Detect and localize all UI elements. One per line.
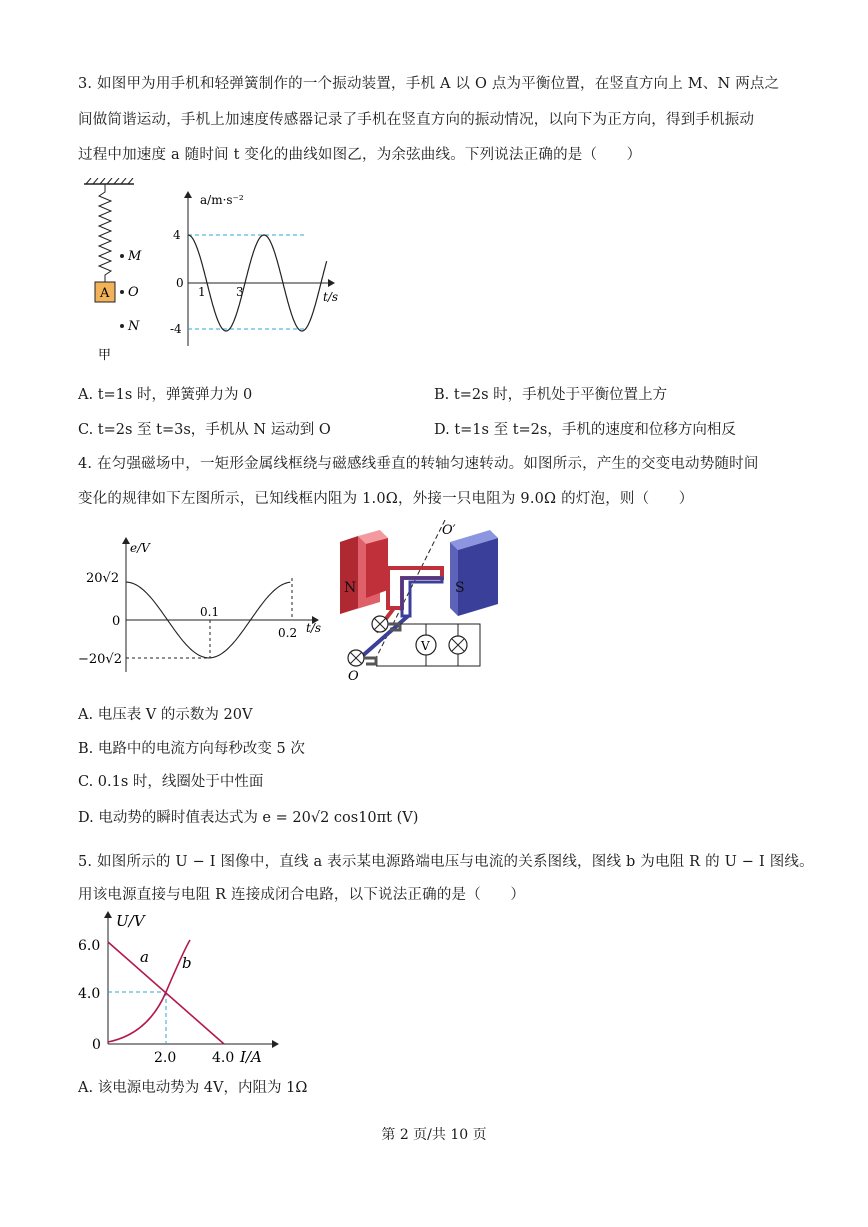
y-axis-label: e/V <box>130 541 150 555</box>
axis-label-top: O′ <box>442 523 456 538</box>
point-N: N <box>128 319 140 334</box>
q3-figure-jia <box>78 178 168 368</box>
q4-generator-figure <box>330 520 505 685</box>
curve-b <box>108 940 190 1042</box>
q3-stem-line-3: 过程中加速度 a 随时间 t 变化的曲线如图乙，为余弦曲线。下列说法正确的是（ ） <box>78 147 642 163</box>
y-tick-0: 0 <box>92 1037 101 1053</box>
y-axis-label: a/m·s⁻² <box>200 193 244 207</box>
axis-label-bottom: O <box>348 669 359 684</box>
x-tick-4: 4.0 <box>212 1050 235 1066</box>
y-tick-6: 6.0 <box>78 938 101 954</box>
x-axis-label: I/A <box>240 1048 262 1066</box>
q4-stem-line-2: 变化的规律如下左图所示，已知线框内阻为 1.0Ω，外接一只电阻为 9.0Ω 的灯泡，则（ ） <box>78 491 694 507</box>
point-O: O <box>128 285 139 300</box>
spring <box>99 184 111 282</box>
x-tick-3: 3 <box>236 285 244 299</box>
q3-figure-yi <box>168 186 348 366</box>
q3-option-B[interactable]: B. t=2s 时，手机处于平衡位置上方 <box>434 387 668 403</box>
x-tick-0.2: 0.2 <box>278 626 298 640</box>
y-axis-label: U/V <box>116 912 145 930</box>
magnet-N-label: N <box>344 580 357 596</box>
q4-option-B[interactable]: B. 电路中的电流方向每秒改变 5 次 <box>78 741 305 757</box>
q5-stem-line-2: 用该电源直接与电阻 R 连接成闭合电路，以下说法正确的是（ ） <box>78 887 526 903</box>
q5-stem-line-1: 5. 如图所示的 U − I 图像中，直线 a 表示某电源路端电压与电流的关系图线，图线 b 为电阻 R 的 U − I 图线。 <box>78 854 814 870</box>
q4-emf-graph <box>78 530 328 675</box>
y-tick-neg4: -4 <box>170 322 182 336</box>
magnet-S-label: S <box>455 580 465 596</box>
label-a: a <box>140 948 149 966</box>
q5-ui-graph <box>78 906 288 1066</box>
q3-option-C[interactable]: C. t=2s 至 t=3s，手机从 N 运动到 O <box>78 422 331 438</box>
y-tick-4: 4.0 <box>78 986 101 1002</box>
q4-stem-line-1: 4. 在匀强磁场中，一矩形金属线框绕与磁感线垂直的转轴匀速转动。如图所示，产生的交变电动势随时间 <box>78 456 759 472</box>
x-tick-1: 1 <box>198 285 206 299</box>
x-axis-label: t/s <box>323 290 339 304</box>
x-tick-2: 2.0 <box>154 1050 177 1066</box>
q3-stem-line-2: 间做简谐运动，手机上加速度传感器记录了手机在竖直方向的振动情况，以向下为正方向，得到手机振动 <box>78 112 755 128</box>
y-tick-max: 20√2 <box>86 571 120 586</box>
x-tick-0.1: 0.1 <box>200 605 220 619</box>
q4-option-C[interactable]: C. 0.1s 时，线圈处于中性面 <box>78 774 264 790</box>
q4-option-D[interactable]: D. 电动势的瞬时值表达式为 e = 20√2 cos10πt (V) <box>78 810 419 826</box>
q3-option-D[interactable]: D. t=1s 至 t=2s，手机的速度和位移方向相反 <box>434 422 736 438</box>
q3-option-A[interactable]: A. t=1s 时，弹簧弹力为 0 <box>78 387 253 403</box>
phone-label: A <box>100 286 110 301</box>
x-axis-label: t/s <box>306 621 322 635</box>
page-footer: 第 2 页/共 10 页 <box>381 1127 487 1143</box>
y-tick-min: −20√2 <box>78 652 122 667</box>
y-tick-0: 0 <box>112 614 121 629</box>
caption-jia: 甲 <box>98 348 112 363</box>
label-b: b <box>182 954 192 972</box>
q5-option-A[interactable]: A. 该电源电动势为 4V，内阻为 1Ω <box>78 1080 308 1096</box>
y-tick-4: 4 <box>173 228 181 242</box>
q4-option-A[interactable]: A. 电压表 V 的示数为 20V <box>78 707 253 723</box>
point-M: M <box>128 249 142 264</box>
y-tick-0: 0 <box>176 276 184 290</box>
q3-stem-line-1: 3. 如图甲为用手机和轻弹簧制作的一个振动装置，手机 A 以 O 点为平衡位置，在竖直方向上 M、N 两点之 <box>78 76 780 92</box>
voltmeter-label: V <box>421 639 430 653</box>
